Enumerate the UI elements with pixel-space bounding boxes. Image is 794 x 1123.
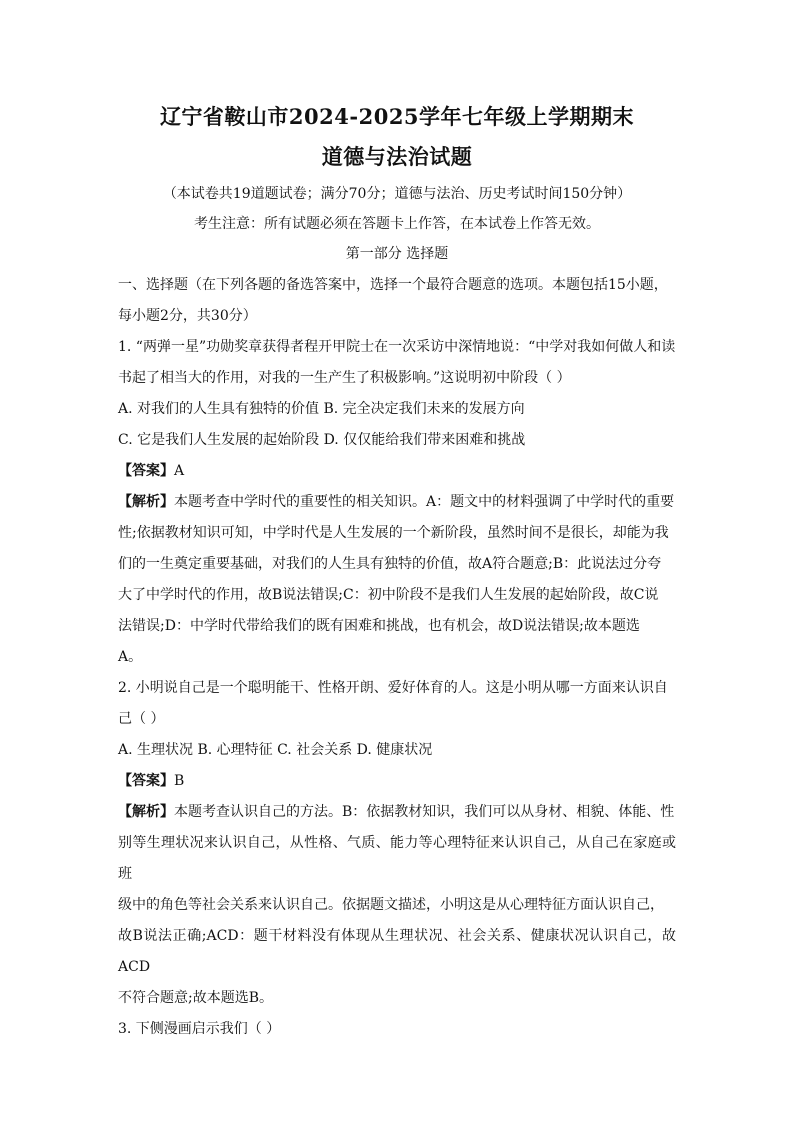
- analysis-label: 【解析】: [118, 494, 174, 510]
- answer-value: B: [174, 773, 185, 789]
- answer-line: [118, 456, 676, 487]
- analysis-line: 性;依据教材知识可知，中学时代是人生发展的一个新阶段，虽然时间不是很长，却能为我: [118, 525, 669, 541]
- section-intro: [118, 270, 676, 332]
- question-stem-line: 3. 下侧漫画启示我们（ ）: [118, 1021, 281, 1037]
- part-heading: 第一部分 选择题: [345, 246, 449, 262]
- analysis-text: 本题考查认识自己的方法。B：依据教材知识，我们可以从身材、相貌、体能、性: [174, 804, 675, 820]
- analysis-line: 别等生理状况来认识自己，从性格、气质、能力等心理特征来认识自己，从自己在家庭或班: [118, 835, 676, 882]
- question-options-line: A. 生理状况 B. 心理特征 C. 社会关系 D. 健康状况: [118, 742, 433, 758]
- exam-title-line2: 道德与法治试题: [321, 144, 473, 169]
- analysis-line: [118, 487, 676, 518]
- exam-info: （本试卷共19道题试卷；满分70分；道德与法治、历史考试时间150分钟）: [162, 186, 632, 202]
- question-stem-line: 书起了相当大的作用，对我的一生产生了积极影响。”这说明初中阶段（ ）: [118, 370, 571, 386]
- question-stem-line: 2. 小明说自己是一个聪明能干、性格开朗、爱好体育的人。这是小明从哪一方面来认识自: [118, 680, 668, 696]
- question-stem-line: 己（ ）: [118, 711, 165, 727]
- answer-label: 【答案】: [118, 773, 174, 789]
- question-options-line: C. 它是我们人生发展的起始阶段 D. 仅仅能给我们带来困难和挑战: [118, 432, 526, 448]
- question-3: [118, 1014, 676, 1045]
- analysis-label: 【解析】: [118, 804, 174, 820]
- exam-title-line1: 辽宁省鞍山市2024-2025学年七年级上学期期末: [159, 104, 635, 129]
- section-intro-line: 一、选择题（在下列各题的备选答案中，选择一个最符合题意的选项。本题包括15小题，: [118, 277, 668, 293]
- answer-value: A: [174, 463, 185, 479]
- answer-label: 【答案】: [118, 463, 174, 479]
- question-2: [118, 673, 676, 1014]
- analysis-line: 不符合题意;故本题选B。: [118, 990, 274, 1006]
- answer-line: [118, 766, 676, 797]
- analysis-line: 法错误;D：中学时代带给我们的既有困难和挑战，也有机会，故D说法错误;故本题选: [118, 618, 640, 634]
- question-options-line: A. 对我们的人生具有独特的价值 B. 完全决定我们未来的发展方向: [118, 401, 525, 417]
- analysis-text: 本题考查中学时代的重要性的相关知识。A：题文中的材料强调了中学时代的重要: [174, 494, 675, 510]
- section-intro-line: 每小题2分，共30分）: [118, 308, 257, 324]
- analysis-line: 们的一生奠定重要基础，对我们的人生具有独特的价值，故A符合题意;B：此说法过分夸: [118, 556, 662, 572]
- analysis-line: 级中的角色等社会关系来认识自己。依据题文描述，小明这是从心理特征方面认识自己，: [118, 897, 664, 913]
- analysis-line: [118, 797, 676, 828]
- question-1: [118, 332, 676, 673]
- analysis-line: 大了中学时代的作用，故B说法错误;C：初中阶段不是我们人生发展的起始阶段，故C说: [118, 587, 659, 603]
- exam-notice: 考生注意：所有试题必须在答题卡上作答，在本试卷上作答无效。: [194, 216, 600, 232]
- analysis-line: 故B说法正确;ACD：题干材料没有体现从生理状况、社会关系、健康状况认识自己，故ACD: [118, 928, 676, 975]
- analysis-line: A。: [118, 649, 143, 665]
- question-stem-line: 1. “两弹一星”功勋奖章获得者程开甲院士在一次采访中深情地说：“中学对我如何做人和读: [118, 339, 676, 355]
